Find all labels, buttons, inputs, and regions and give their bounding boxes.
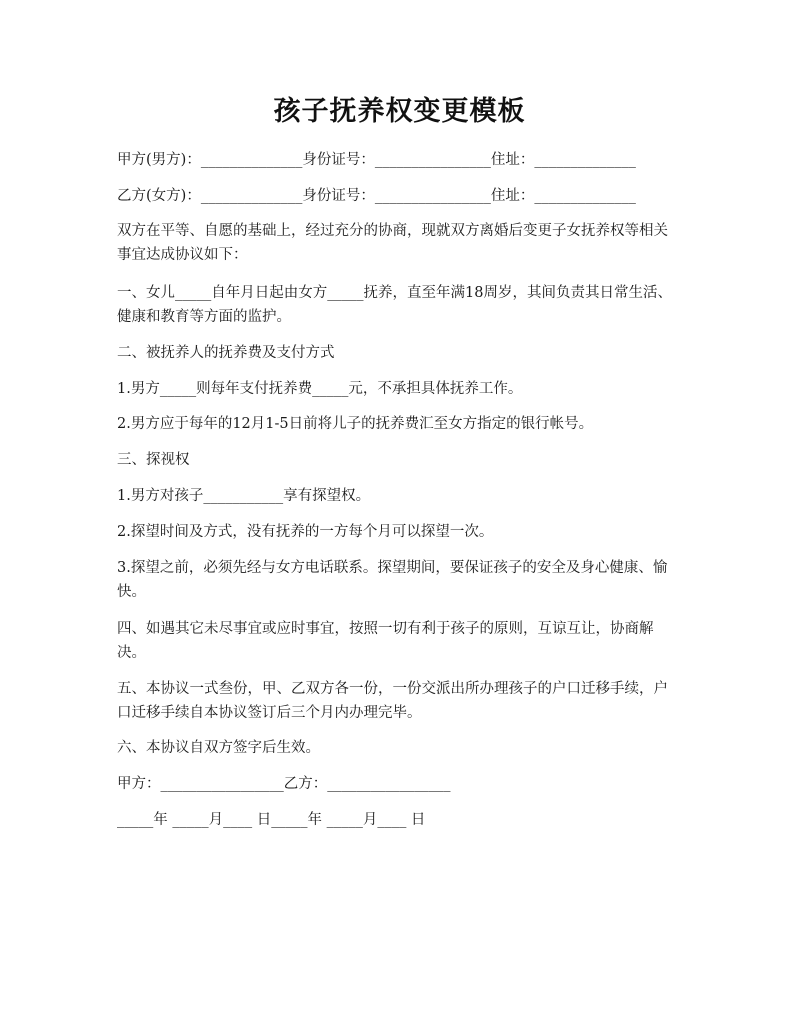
clause-3-item-3: 3.探望之前，必须先经与女方电话联系。探望期间，要保证孩子的安全及身心健康、愉快。 [117,560,668,600]
clause-2-heading: 二、被抚养人的抚养费及支付方式 [117,345,335,361]
date-line: _____年 _____月____ 日_____年 _____月____ 日 [117,812,426,828]
clause-2-item-1: 1.男方_____则每年支付抚养费_____元，不承担具体抚养工作。 [117,381,523,397]
party-a-line: 甲方(男方)：______________身份证号：________________住址：______________ [117,152,636,168]
signature-line: 甲方：_________________乙方：_________________ [117,776,451,792]
document-title: 孩子抚养权变更模板 [273,96,526,127]
clause-2-item-2: 2.男方应于每年的12月1-5日前将儿子的抚养费汇至女方指定的银行帐号。 [117,416,594,432]
intro-paragraph: 双方在平等、自愿的基础上，经过充分的协商，现就双方离婚后变更子女抚养权等相关事宜达成协议如下： [117,223,668,263]
clause-5: 五、本协议一式叁份，甲、乙双方各一份，一份交派出所办理孩子的户口迁移手续，户口迁移手续自本协议签订后三个月内办理完毕。 [117,681,668,721]
party-b-line: 乙方(女方)：______________身份证号：________________住址：______________ [117,188,636,204]
clause-4: 四、如遇其它未尽事宜或应时事宜，按照一切有利于孩子的原则，互谅互让，协商解决。 [117,621,654,661]
clause-3-item-2: 2.探望时间及方式，没有抚养的一方每个月可以探望一次。 [117,524,494,540]
clause-3-heading: 三、探视权 [117,452,190,468]
clause-1: 一、女儿_____自年月日起由女方_____抚养，直至年满18周岁，其间负责其日常生活、健康和教育等方面的监护。 [117,285,672,325]
clause-3-item-1: 1.男方对孩子___________享有探望权。 [117,488,371,504]
clause-6: 六、本协议自双方签字后生效。 [117,740,320,756]
